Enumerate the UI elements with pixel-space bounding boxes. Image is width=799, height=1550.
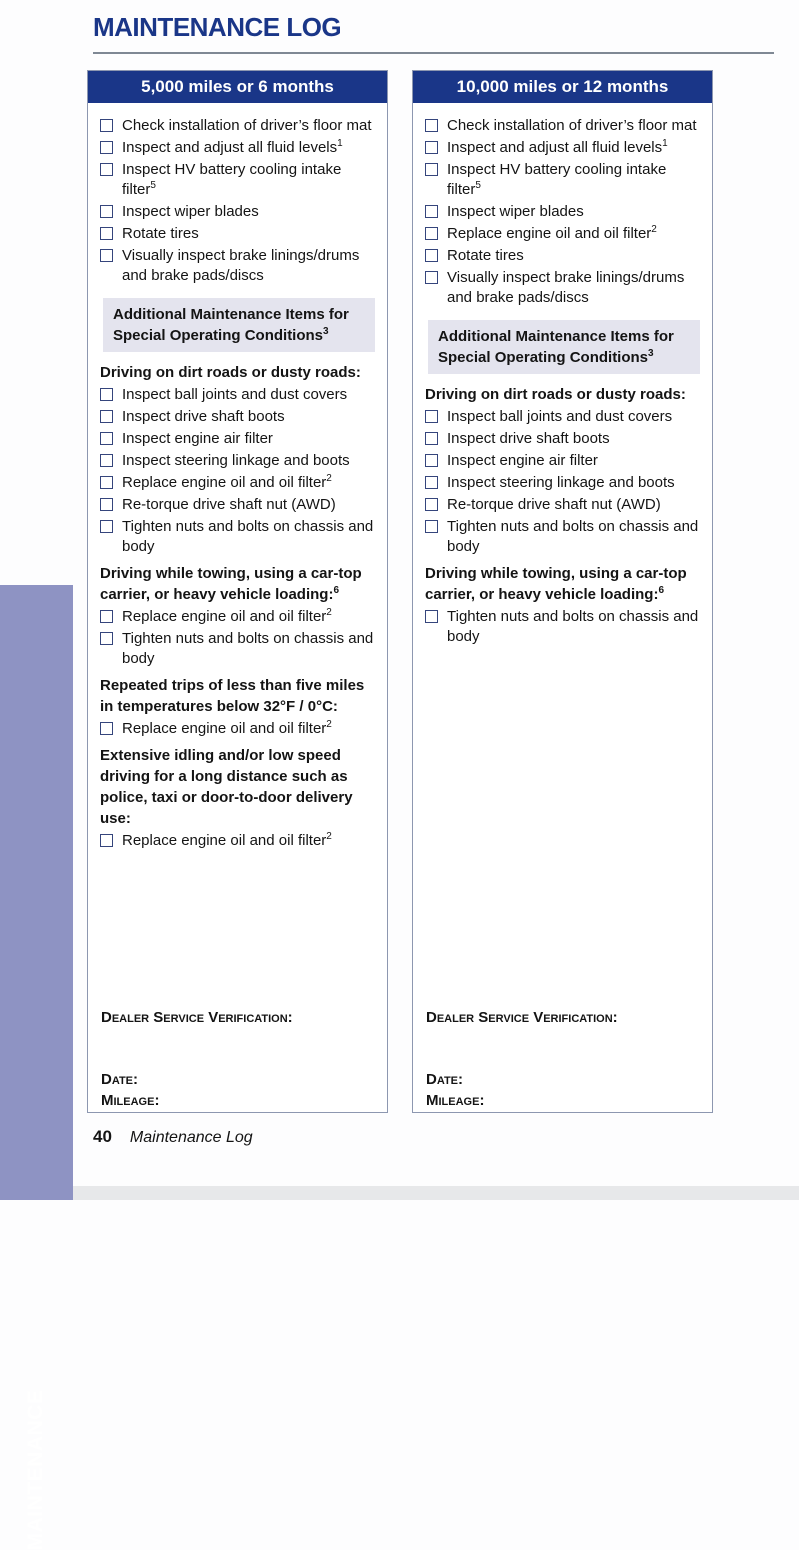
checklist-item bbox=[425, 202, 704, 222]
checklist-item-label: Inspect ball joints and dust covers bbox=[122, 386, 348, 403]
checklist-item-label: Inspect engine air filter bbox=[447, 452, 598, 469]
interval-column-body bbox=[413, 103, 712, 647]
checklist-item-label: Inspect and adjust all fluid levels$^1$ bbox=[122, 138, 343, 156]
checklist-item-label: Tighten nuts and bolts on chassis and body bbox=[122, 518, 374, 555]
page-title: MAINTENANCE LOG bbox=[93, 12, 342, 42]
checklist-item-label: Inspect steering linkage and boots bbox=[122, 452, 350, 469]
checkbox[interactable] bbox=[425, 410, 438, 423]
footnote-marker: 2 bbox=[326, 831, 332, 842]
checkbox[interactable] bbox=[425, 520, 438, 533]
checkbox[interactable] bbox=[425, 227, 438, 240]
condition-items-list bbox=[100, 831, 379, 851]
dealer-service-verification-label: Dealer Service Verification: bbox=[101, 1009, 293, 1026]
checklist-item-label: Inspect HV battery cooling intake filter$^5$ bbox=[122, 161, 342, 198]
special-conditions-sections bbox=[425, 384, 704, 647]
checklist-item bbox=[100, 407, 379, 427]
checklist-item bbox=[425, 407, 704, 427]
footnote-marker: 2 bbox=[326, 607, 332, 618]
checklist-item-label: Inspect wiper blades bbox=[447, 203, 584, 220]
checkbox[interactable] bbox=[100, 141, 113, 154]
checkbox[interactable] bbox=[425, 476, 438, 489]
footnote-marker: 3 bbox=[648, 348, 654, 359]
checklist-item-label: Inspect ball joints and dust covers bbox=[447, 408, 673, 425]
operating-condition-heading: Extensive idling and/or low speed driving for a long distance such as police, taxi or door-to-door delivery use: bbox=[100, 747, 353, 827]
page-number: 40 bbox=[93, 1127, 112, 1146]
checklist-item-label: Replace engine oil and oil filter$^2$ bbox=[122, 607, 332, 625]
checklist-item bbox=[425, 473, 704, 493]
special-conditions-sections bbox=[100, 362, 379, 851]
checkbox[interactable] bbox=[425, 454, 438, 467]
checklist-item-label: Replace engine oil and oil filter$^2$ bbox=[122, 831, 332, 849]
condition-items-list bbox=[425, 607, 704, 647]
section-tab-maintenance bbox=[0, 585, 73, 1550]
condition-items-list bbox=[100, 385, 379, 557]
interval-column-header: 10,000 miles or 12 months bbox=[413, 71, 712, 103]
footnote-marker: 2 bbox=[326, 473, 332, 484]
checklist-item-label: Inspect and adjust all fluid levels$^1$ bbox=[447, 138, 668, 156]
condition-items-list bbox=[100, 719, 379, 739]
checklist-item-label: Tighten nuts and bolts on chassis and body bbox=[122, 630, 374, 667]
checklist-item bbox=[425, 116, 704, 136]
checkbox[interactable] bbox=[100, 498, 113, 511]
footnote-marker: 5 bbox=[475, 180, 481, 191]
checklist-item bbox=[100, 224, 379, 244]
checklist-item-label: Rotate tires bbox=[122, 225, 199, 242]
footer-section-label: Maintenance Log bbox=[129, 1129, 253, 1146]
checkbox[interactable] bbox=[100, 632, 113, 645]
scheduled-items-list bbox=[100, 116, 379, 286]
checkbox[interactable] bbox=[100, 227, 113, 240]
checklist-item bbox=[425, 517, 704, 557]
title-underline bbox=[93, 52, 774, 54]
checkbox[interactable] bbox=[425, 271, 438, 284]
checkbox[interactable] bbox=[100, 249, 113, 262]
checklist-item bbox=[425, 429, 704, 449]
checklist-item bbox=[425, 246, 704, 266]
checklist-item-label: Re-torque drive shaft nut (AWD) bbox=[122, 496, 336, 513]
footnote-marker: 5 bbox=[150, 180, 156, 191]
operating-condition-heading: Driving while towing, using a car-top carrier, or heavy vehicle loading:$^6$ bbox=[425, 565, 687, 603]
checkbox[interactable] bbox=[100, 454, 113, 467]
date-label: Date: bbox=[426, 1071, 464, 1088]
checklist-item-label: Inspect steering linkage and boots bbox=[447, 474, 675, 491]
checklist-item-label: Inspect wiper blades bbox=[122, 203, 259, 220]
checkbox[interactable] bbox=[425, 498, 438, 511]
operating-condition-heading: Driving on dirt roads or dusty roads: bbox=[425, 386, 686, 403]
checklist-item bbox=[100, 385, 379, 405]
checklist-item bbox=[100, 629, 379, 669]
checklist-item-label: Inspect drive shaft boots bbox=[122, 408, 285, 425]
footnote-marker: 1 bbox=[662, 138, 668, 149]
checklist-item-label: Visually inspect brake linings/drums and brake pads/discs bbox=[122, 247, 360, 284]
checklist-item bbox=[100, 831, 379, 851]
checklist-item bbox=[425, 268, 704, 308]
dealer-service-verification-label: Dealer Service Verification: bbox=[426, 1009, 618, 1026]
maintenance-columns bbox=[87, 70, 713, 1113]
checkbox[interactable] bbox=[100, 834, 113, 847]
checklist-item bbox=[100, 246, 379, 286]
checklist-item-label: Inspect engine air filter bbox=[122, 430, 273, 447]
checklist-item-label: Inspect HV battery cooling intake filter$^5$ bbox=[447, 161, 667, 198]
checklist-item bbox=[100, 473, 379, 493]
checkbox[interactable] bbox=[100, 520, 113, 533]
checklist-item-label: Visually inspect brake linings/drums and brake pads/discs bbox=[447, 269, 685, 306]
checkbox[interactable] bbox=[100, 410, 113, 423]
operating-condition-heading: Driving on dirt roads or dusty roads: bbox=[100, 364, 361, 381]
checkbox[interactable] bbox=[425, 141, 438, 154]
checkbox[interactable] bbox=[100, 722, 113, 735]
checkbox[interactable] bbox=[425, 432, 438, 445]
verification-block bbox=[101, 1009, 377, 1111]
special-conditions-note: Additional Maintenance Items for Special Operating Conditions$^3$ bbox=[428, 320, 700, 374]
checklist-item bbox=[425, 138, 704, 158]
checkbox[interactable] bbox=[425, 205, 438, 218]
date-label: Date: bbox=[101, 1071, 139, 1088]
checklist-item bbox=[100, 160, 379, 200]
checklist-item bbox=[425, 451, 704, 471]
checklist-item-label: Check installation of driver’s floor mat bbox=[122, 117, 372, 134]
footnote-marker: 2 bbox=[326, 719, 332, 730]
footnote-marker: 6 bbox=[333, 585, 339, 596]
checklist-item bbox=[100, 607, 379, 627]
checklist-item bbox=[100, 719, 379, 739]
checklist-item-label: Tighten nuts and bolts on chassis and body bbox=[447, 608, 699, 645]
checkbox[interactable] bbox=[100, 610, 113, 623]
checklist-item-label: Replace engine oil and oil filter$^2$ bbox=[122, 473, 332, 491]
checkbox[interactable] bbox=[100, 205, 113, 218]
checkbox[interactable] bbox=[100, 163, 113, 176]
checkbox[interactable] bbox=[100, 119, 113, 132]
checkbox[interactable] bbox=[425, 119, 438, 132]
footnote-marker: 3 bbox=[323, 326, 329, 337]
mileage-label: Mileage: bbox=[426, 1092, 485, 1109]
checklist-item-label: Re-torque drive shaft nut (AWD) bbox=[447, 496, 661, 513]
footnote-marker: 2 bbox=[651, 224, 657, 235]
checkbox[interactable] bbox=[425, 249, 438, 262]
checklist-item-label: Tighten nuts and bolts on chassis and body bbox=[447, 518, 699, 555]
maintenance-interval-column bbox=[87, 70, 388, 1113]
checklist-item-label: Check installation of driver’s floor mat bbox=[447, 117, 697, 134]
verification-block bbox=[426, 1009, 702, 1111]
interval-column-header: 5,000 miles or 6 months bbox=[88, 71, 387, 103]
checklist-item bbox=[100, 429, 379, 449]
footnote-marker: 1 bbox=[337, 138, 343, 149]
checklist-item bbox=[425, 495, 704, 515]
page-bottom-edge bbox=[0, 1186, 799, 1200]
condition-items-list bbox=[100, 607, 379, 669]
checkbox[interactable] bbox=[100, 432, 113, 445]
checklist-item-label: Replace engine oil and oil filter$^2$ bbox=[122, 719, 332, 737]
checklist-item-label: Inspect drive shaft boots bbox=[447, 430, 610, 447]
checklist-item bbox=[425, 160, 704, 200]
sidebar-label: MAINTENANCE bbox=[24, 1389, 47, 1550]
condition-items-list bbox=[425, 407, 704, 557]
footnote-marker: 6 bbox=[658, 585, 664, 596]
page-footer bbox=[93, 1127, 253, 1147]
checkbox[interactable] bbox=[100, 388, 113, 401]
scheduled-items-list bbox=[425, 116, 704, 308]
checklist-item bbox=[100, 517, 379, 557]
checklist-item bbox=[100, 495, 379, 515]
checklist-item bbox=[425, 224, 704, 244]
checkbox[interactable] bbox=[100, 476, 113, 489]
operating-condition-heading: Repeated trips of less than five miles in temperatures below 32°F / 0°C: bbox=[100, 677, 365, 715]
interval-column-body bbox=[88, 103, 387, 851]
checkbox[interactable] bbox=[425, 163, 438, 176]
checkbox[interactable] bbox=[425, 610, 438, 623]
checklist-item-label: Replace engine oil and oil filter$^2$ bbox=[447, 224, 657, 242]
checklist-item-label: Rotate tires bbox=[447, 247, 524, 264]
mileage-label: Mileage: bbox=[101, 1092, 160, 1109]
checklist-item bbox=[100, 451, 379, 471]
checklist-item bbox=[100, 138, 379, 158]
checklist-item bbox=[100, 202, 379, 222]
checklist-item bbox=[425, 607, 704, 647]
operating-condition-heading: Driving while towing, using a car-top carrier, or heavy vehicle loading:$^6$ bbox=[100, 565, 362, 603]
maintenance-interval-column bbox=[412, 70, 713, 1113]
special-conditions-note: Additional Maintenance Items for Special Operating Conditions$^3$ bbox=[103, 298, 375, 352]
checklist-item bbox=[100, 116, 379, 136]
